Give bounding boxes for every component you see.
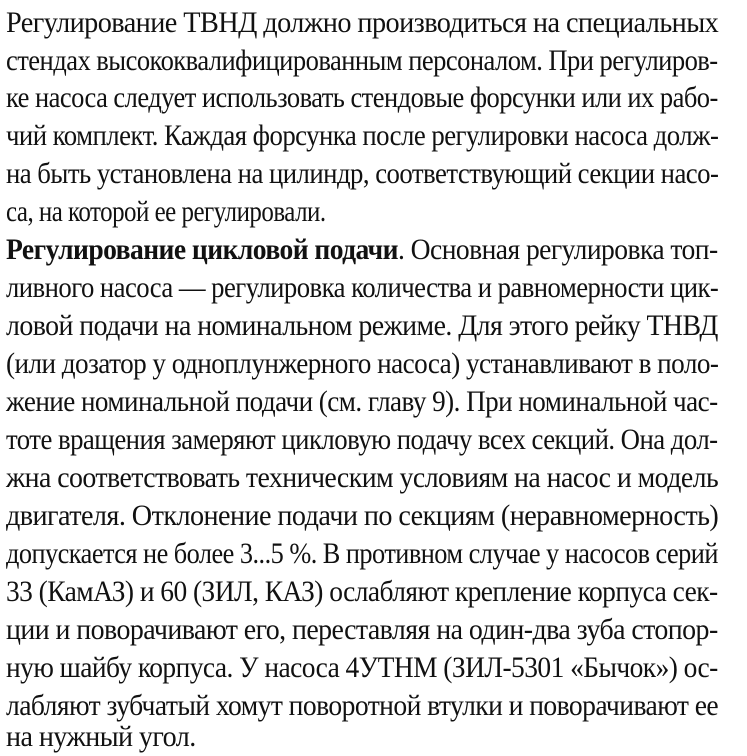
text-line-2: стендах высококвалифицированным персоналом. При регулиров- xyxy=(6,44,718,77)
text-line-10: (или дозатор у одноплунжерного насоса) устанавливают в поло- xyxy=(6,347,719,380)
text-line-11: жение номинальной подачи (см. главу 9). При номинальной час- xyxy=(6,385,718,418)
text-line-6: са, на которой ее регулировали. xyxy=(6,195,326,228)
text-line-20: на нужный угол. xyxy=(6,720,196,753)
text-line-16: 33 (КамАЗ) и 60 (ЗИЛ, КАЗ) ослабляют крепление корпуса сек- xyxy=(6,575,718,608)
text-line-4: чий комплект. Каждая форсунка после регулировки насоса долж- xyxy=(6,119,719,152)
document-page xyxy=(6,0,741,753)
text-line-13: жна соответствовать техническим условиям на насос и модель xyxy=(6,461,719,494)
text-line-12: тоте вращения замеряют цикловую подачу всех секций. Она дол- xyxy=(6,423,718,456)
section-heading: Регулирование цикловой подачи xyxy=(6,233,399,266)
text-line-5: на быть установлена на цилиндр, соответствующий секции насо- xyxy=(6,157,719,190)
text-line-15: допускается не более 3...5 %. В противном случае у насосов серий xyxy=(6,537,718,570)
text-line-19: лабляют зубчатый хомут поворотной втулки и поворачивают ее xyxy=(6,689,719,722)
section-heading-rest: . Основная регулировка топ- xyxy=(398,233,718,266)
text-line-3: ке насоса следует использовать стендовые форсунки или их рабо- xyxy=(6,81,718,114)
text-line-17: ции и поворачивают его, переставляя на один-два зуба стопор- xyxy=(6,613,718,646)
text-line-14: двигателя. Отклонение подачи по секциям (неравномерность) xyxy=(6,499,719,532)
text-line-9: ловой подачи на номинальном режиме. Для этого рейку ТНВД xyxy=(6,309,718,342)
text-line-8: ливного насоса — регулировка количества и равномерности цик- xyxy=(6,271,719,304)
text-line-18: ную шайбу корпуса. У насоса 4УТНМ (ЗИЛ-5301 «Бычок») ос- xyxy=(6,651,718,684)
text-line-7 xyxy=(6,231,718,269)
text-line-1: Регулирование ТВНД должно производиться на специальных xyxy=(6,6,719,39)
